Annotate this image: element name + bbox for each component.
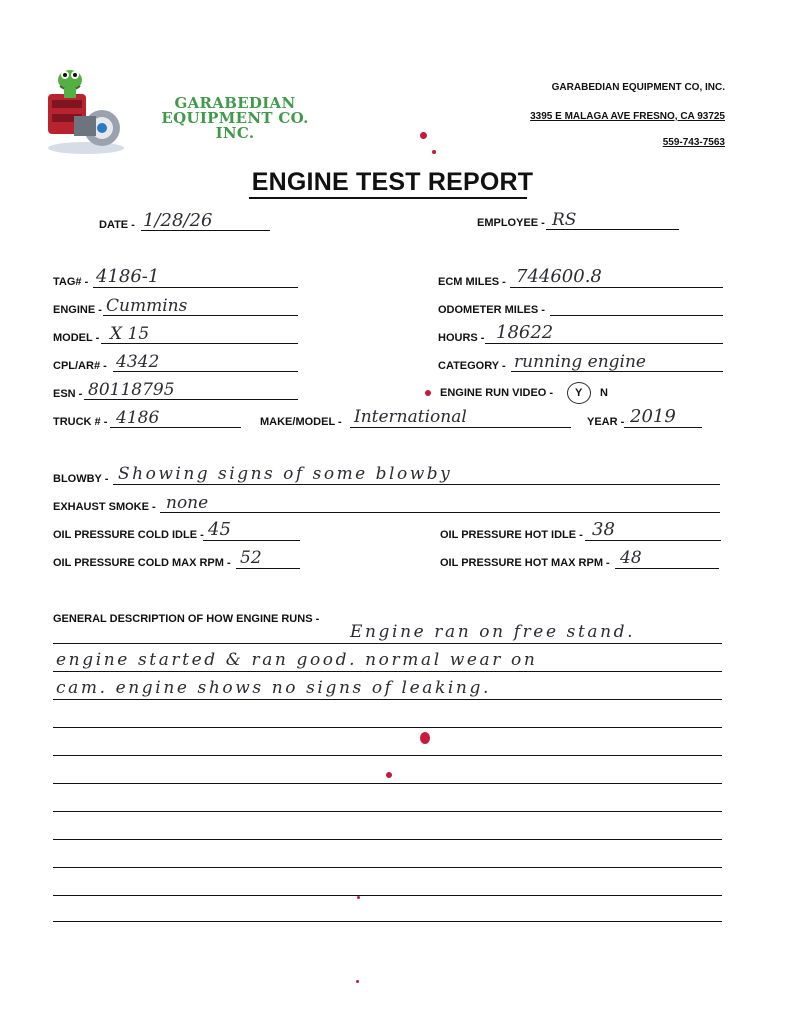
description-rule (53, 783, 722, 784)
truck-value: 4186 (116, 408, 160, 428)
oil-hot-max-value: 48 (620, 548, 642, 568)
description-rule (53, 643, 722, 644)
date-label: DATE - (99, 219, 135, 231)
oil-cold-max-line (236, 568, 300, 569)
make-model-value: International (354, 407, 467, 427)
ecm-miles-label: ECM MILES - (438, 276, 506, 288)
date-value: 1/28/26 (143, 210, 213, 231)
hours-line (485, 343, 723, 344)
exhaust-smoke-label: EXHAUST SMOKE - (53, 501, 156, 513)
oil-hot-idle-label: OIL PRESSURE HOT IDLE - (440, 529, 583, 541)
ink-speck (425, 390, 431, 396)
truck-label: TRUCK # - (53, 416, 108, 428)
oil-hot-max-line (615, 568, 719, 569)
oil-cold-max-value: 52 (240, 548, 262, 568)
description-line: Engine ran on free stand. (350, 622, 636, 642)
description-rule (53, 811, 722, 812)
model-value: X 15 (110, 324, 150, 344)
description-label: GENERAL DESCRIPTION OF HOW ENGINE RUNS - (53, 613, 320, 625)
ink-speck (432, 150, 436, 154)
esn-label: ESN - (53, 388, 83, 400)
hours-label: HOURS - (438, 332, 485, 344)
tag-line (93, 287, 298, 288)
oil-cold-idle-line (203, 540, 300, 541)
title-underline (249, 197, 527, 199)
year-label: YEAR - (587, 416, 625, 428)
description-rule (53, 895, 722, 896)
description-rule (53, 921, 722, 922)
description-line: cam. engine shows no signs of leaking. (56, 678, 491, 698)
engine-label: ENGINE - (53, 304, 102, 316)
ink-speck (386, 772, 392, 778)
exhaust-smoke-value: none (166, 493, 209, 513)
make-model-label: MAKE/MODEL - (260, 416, 342, 428)
make-model-line (350, 427, 571, 428)
category-label: CATEGORY - (438, 360, 506, 372)
engine-run-video-label: ENGINE RUN VIDEO - (440, 387, 554, 399)
company-header-name: GARABEDIAN EQUIPMENT CO, INC. (551, 82, 725, 93)
employee-label: EMPLOYEE - (477, 217, 545, 229)
engine-run-video-yes: Y (575, 387, 583, 399)
engine-run-video-no: N (600, 387, 608, 399)
oil-hot-max-label: OIL PRESSURE HOT MAX RPM - (440, 557, 610, 569)
blowby-label: BLOWBY - (53, 473, 109, 485)
oil-cold-idle-label: OIL PRESSURE COLD IDLE - (53, 529, 204, 541)
description-rule (53, 727, 722, 728)
description-rule (53, 755, 722, 756)
description-rule (53, 699, 722, 700)
year-line (624, 427, 702, 428)
blowby-line (113, 484, 720, 485)
oil-cold-max-label: OIL PRESSURE COLD MAX RPM - (53, 557, 231, 569)
employee-value: RS (552, 210, 577, 230)
cpl-label: CPL/AR# - (53, 360, 107, 372)
ink-speck (356, 980, 359, 983)
company-name-line2: EQUIPMENT CO. INC. (161, 109, 309, 142)
ecm-miles-value: 744600.8 (516, 266, 602, 287)
ink-speck (420, 732, 430, 744)
exhaust-smoke-line (160, 512, 720, 513)
oil-hot-idle-line (585, 540, 721, 541)
cpl-value: 4342 (116, 352, 160, 372)
report-title: ENGINE TEST REPORT (251, 168, 534, 196)
model-label: MODEL - (53, 332, 100, 344)
oil-cold-idle-value: 45 (208, 519, 231, 540)
engine-run-video-circle (567, 382, 591, 404)
company-address: 3395 E MALAGA AVE FRESNO, CA 93725 (530, 111, 725, 122)
ecm-miles-line (510, 287, 723, 288)
odometer-label: ODOMETER MILES - (438, 304, 545, 316)
description-rule (53, 839, 722, 840)
description-rule (53, 867, 722, 868)
company-name-line1: GARABEDIAN (174, 94, 296, 112)
description-line: engine started & ran good. normal wear on (56, 650, 538, 670)
company-phone: 559-743-7563 (662, 137, 725, 148)
blowby-value: Showing signs of some blowby (118, 464, 453, 484)
company-logo (44, 64, 128, 156)
tag-label: TAG# - (53, 276, 89, 288)
year-value: 2019 (630, 406, 676, 427)
odometer-line (550, 315, 723, 316)
esn-value: 80118795 (88, 380, 175, 400)
ink-speck (420, 132, 427, 139)
engine-value: Cummins (106, 296, 188, 316)
description-rule (53, 671, 722, 672)
hours-value: 18622 (496, 322, 554, 343)
ink-speck (357, 896, 360, 899)
oil-hot-idle-value: 38 (592, 519, 615, 540)
tag-value: 4186-1 (96, 266, 160, 287)
category-value: running engine (514, 352, 646, 372)
